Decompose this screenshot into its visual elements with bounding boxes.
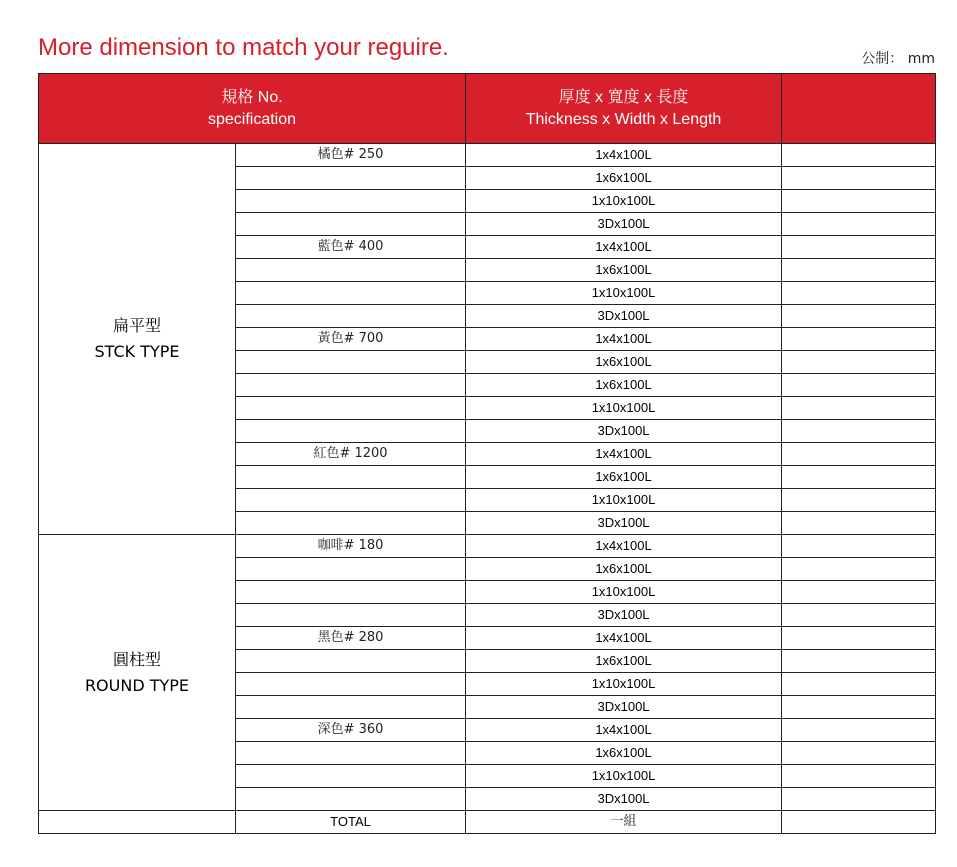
group-name-en: STCK TYPE [94, 342, 180, 361]
extra-cell [782, 236, 936, 259]
header-dimensions [466, 74, 782, 144]
header-spec-en: specification [207, 110, 297, 128]
dimension-cell: 1x4x100L [466, 236, 782, 259]
dimension-cell: 1x6x100L [466, 259, 782, 282]
spec-cell [236, 466, 466, 489]
spec-cell [236, 512, 466, 535]
spec-cell [236, 190, 466, 213]
spec-cell: 藍色# 400 [236, 236, 466, 259]
extra-cell [782, 443, 936, 466]
spec-cell [236, 213, 466, 236]
dimension-cell: 1x6x100L [466, 650, 782, 673]
dimension-cell: 1x10x100L [466, 190, 782, 213]
extra-cell [782, 282, 936, 305]
spec-cell: 黑色# 280 [236, 627, 466, 650]
spec-cell [236, 581, 466, 604]
extra-cell [782, 259, 936, 282]
extra-cell [782, 144, 936, 167]
unit-label: 公制： mm [861, 51, 935, 67]
extra-cell [782, 696, 936, 719]
extra-cell [782, 305, 936, 328]
dimension-cell: 3Dx100L [466, 213, 782, 236]
dimension-cell: 1x6x100L [466, 167, 782, 190]
extra-cell [782, 742, 936, 765]
dimension-cell: 3Dx100L [466, 305, 782, 328]
dimension-cell: 1x4x100L [466, 328, 782, 351]
spec-cell: 橘色# 250 [236, 144, 466, 167]
extra-cell [782, 213, 936, 236]
total-row [39, 811, 936, 834]
extra-cell [782, 420, 936, 443]
spec-cell [236, 696, 466, 719]
dimension-cell: 3Dx100L [466, 420, 782, 443]
total-value: 一組 [466, 811, 782, 834]
spec-cell [236, 650, 466, 673]
extra-cell [782, 627, 936, 650]
table-body [39, 144, 936, 834]
spec-cell [236, 282, 466, 305]
extra-cell [782, 650, 936, 673]
dimension-cell: 1x6x100L [466, 558, 782, 581]
dimension-cell: 1x10x100L [466, 282, 782, 305]
dimension-cell: 3Dx100L [466, 512, 782, 535]
extra-cell [782, 765, 936, 788]
spec-cell [236, 673, 466, 696]
dimension-cell: 1x6x100L [466, 374, 782, 397]
header-dim-zh: 厚度 x 寬度 x 長度 [558, 88, 689, 106]
spec-cell [236, 397, 466, 420]
extra-cell [782, 351, 936, 374]
dimension-cell: 3Dx100L [466, 788, 782, 811]
dimension-cell: 1x4x100L [466, 144, 782, 167]
extra-cell [782, 719, 936, 742]
group-label-cell [39, 144, 236, 535]
total-label: TOTAL [236, 811, 466, 834]
dimension-cell: 1x4x100L [466, 627, 782, 650]
dimension-cell: 1x6x100L [466, 351, 782, 374]
extra-cell [782, 535, 936, 558]
group-name-en: ROUND TYPE [84, 675, 190, 695]
spec-cell [236, 489, 466, 512]
group-name-zh: 圓柱型 [112, 649, 161, 669]
page-title: More dimension to match your reguire. [38, 34, 449, 61]
header-spec-zh: 規格 No. [221, 88, 283, 106]
group-label-cell [39, 535, 236, 811]
table-header-row [39, 74, 936, 144]
dimension-cell: 1x10x100L [466, 489, 782, 512]
extra-cell [782, 328, 936, 351]
spec-cell: 黃色# 700 [236, 328, 466, 351]
spec-cell [236, 558, 466, 581]
spec-cell: 紅色# 1200 [236, 443, 466, 466]
extra-cell [782, 558, 936, 581]
spec-cell: 深色# 360 [236, 719, 466, 742]
dimension-table [38, 73, 936, 834]
extra-cell [782, 489, 936, 512]
extra-cell [782, 512, 936, 535]
spec-cell [236, 167, 466, 190]
group-name-zh: 扁平型 [112, 316, 161, 335]
dimension-cell: 1x4x100L [466, 443, 782, 466]
extra-cell [782, 673, 936, 696]
spec-cell: 咖啡# 180 [236, 535, 466, 558]
extra-cell [782, 811, 936, 834]
extra-cell [782, 374, 936, 397]
spec-cell [236, 374, 466, 397]
dimension-cell: 1x10x100L [466, 397, 782, 420]
spec-cell [236, 788, 466, 811]
spec-cell [236, 305, 466, 328]
header-specification [39, 74, 466, 144]
extra-cell [782, 466, 936, 489]
extra-cell [782, 581, 936, 604]
spec-cell [236, 742, 466, 765]
extra-cell [782, 788, 936, 811]
dimension-cell: 1x10x100L [466, 673, 782, 696]
spec-cell [236, 420, 466, 443]
dimension-cell: 1x6x100L [466, 466, 782, 489]
extra-cell [782, 167, 936, 190]
dimension-cell: 1x10x100L [466, 765, 782, 788]
dimension-cell: 1x10x100L [466, 581, 782, 604]
dimension-cell: 1x6x100L [466, 742, 782, 765]
dimension-cell: 1x4x100L [466, 719, 782, 742]
extra-cell [782, 397, 936, 420]
dimension-cell: 3Dx100L [466, 696, 782, 719]
extra-cell [782, 604, 936, 627]
extra-cell [782, 190, 936, 213]
spec-cell [236, 765, 466, 788]
dimension-cell: 3Dx100L [466, 604, 782, 627]
header-dim-en: Thickness x Width x Length [525, 110, 722, 128]
total-blank-cell [39, 811, 236, 834]
table-row [39, 144, 936, 167]
spec-cell [236, 351, 466, 374]
spec-cell [236, 604, 466, 627]
table-row [39, 535, 936, 558]
header-extra [782, 74, 936, 144]
dimension-cell: 1x4x100L [466, 535, 782, 558]
spec-cell [236, 259, 466, 282]
